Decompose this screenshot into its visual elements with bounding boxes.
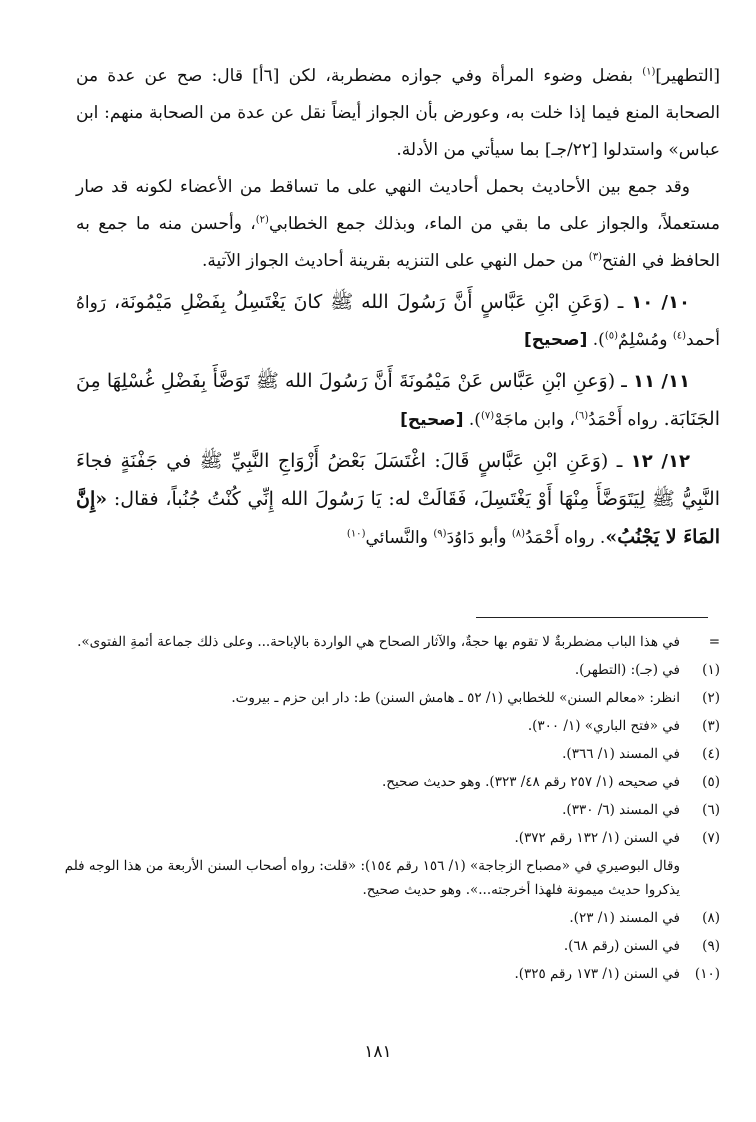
footnote-number: (١) [702, 662, 720, 678]
footnote-text: في السنن (١/ ١٣٢ رقم ٣٧٢). [514, 830, 680, 846]
footnote-item [48, 656, 720, 684]
footnote-text: في صحيحه (١/ ٢٥٧ رقم ٤٨/ ٣٢٣). وهو حديث صحيح. [381, 774, 680, 790]
footnote-number: (١٠) [694, 966, 720, 982]
footnote-ref-9: (٩) [433, 528, 447, 540]
hadith-number: ١١/ ١١ [633, 371, 690, 392]
footnote-number: (٩) [702, 938, 720, 954]
continuation-marker: = [708, 634, 720, 650]
paragraph-2 [76, 169, 720, 280]
footnote-number: (٧) [702, 830, 720, 846]
hadith-ref: رَواهُ أحمد [76, 293, 720, 350]
hadith-number: ١٠/ ١٠ [631, 292, 690, 313]
footnote-item [48, 796, 720, 824]
footnote-number: (٥) [702, 774, 720, 790]
p1-text-b: بفضل وضوء المرأة وفي جوازه مضطربة، لكن [٦أ] قال: صح عن عدة من الصحابة المنع فيما إذا خلت به، وعورض بأن الجواز أيضاً نقل عن عدة من الصحابة منهم: ابن عباس» واستدلوا [٢٢/جـ] بما سيأتي من الأدلة. [76, 66, 720, 160]
hadith-ref: وأبو دَاوُدَ [446, 528, 512, 548]
footnote-number: (٣) [702, 718, 720, 734]
footnote-ref-1: (١) [642, 66, 656, 78]
grade-label: [صحيح] [523, 330, 588, 350]
footnote-ref-5: (٥) [604, 330, 618, 342]
hadith-text: ـ (وَعَنِ ابْنِ عَبَّاسٍ قَالَ: اغْتَسَلَ بَعْضُ أَزْوَاجِ النَّبِيِّ ﷺ في جَفْنَةٍ فجاءَ النَّبِيُّ ﷺ لِيَتَوَضَّأَ مِنْهَا أَوْ يَغْتَسِلَ، فَقَالَتْ له: يَا رَسُولَ الله إِنِّي كُنْتُ جُنُباً، فقال: [76, 450, 720, 510]
hadith-text: ـ (وَعَنِ ابْنِ عَبَّاسٍ أَنَّ رَسُولَ الله ﷺ كانَ يَغْتَسِلُ بِفَضْلِ مَيْمُونَة، [106, 291, 632, 313]
footnote-item [48, 768, 720, 796]
paragraph-1 [76, 58, 720, 169]
hadith-ref: والنَّسائي [365, 528, 434, 548]
footnote-number: (٢) [702, 690, 720, 706]
footnote-item [48, 684, 720, 712]
footnote-number: (٨) [702, 910, 720, 926]
footnote-text: انظر: «معالم السنن» للخطابي (١/ ٥٢ ـ هامش السنن) ط: دار ابن حزم ـ بيروت. [231, 690, 680, 706]
footnote-item [48, 824, 720, 852]
p2-text-a: وقد جمع بين الأحاديث بحمل أحاديث النهي على ما تساقط من الأعضاء لكونه قد صار مستعملاً، والجواز على ما بقي من الماء، وبذلك جمع الخطابي [76, 177, 720, 234]
footnote-text: في السنن (رقم ٦٨). [563, 938, 680, 954]
footnote-extra [48, 854, 720, 902]
footnote-text: في السنن (١/ ١٧٣ رقم ٣٢٥). [514, 966, 680, 982]
footnote-ref-8: (٨) [511, 528, 526, 540]
page-number: ١٨١ [364, 1042, 392, 1062]
footnote-ref-4: (٤) [672, 330, 687, 342]
footnote-item [48, 904, 720, 932]
hadith-ref: ، وابن ماجَهْ [494, 410, 575, 430]
hadith-quote: «إِنَّ المَاءَ لا يَجْنُبُ» [76, 488, 720, 548]
hadith-ref: ). [587, 330, 605, 350]
footnote-text: في هذا الباب مضطربةٌ لا تقوم بها حجةٌ، والآثار الصحاح هي الواردة بالإباحة... وعلى ذلك جماعة أئمةِ الفتوى». [77, 634, 680, 650]
footnotes [48, 628, 720, 988]
footnote-ref-6: (٦) [574, 410, 589, 422]
p2-text-c: من حمل النهي على التنزيه بقرينة أحاديث الجواز الآتية. [202, 251, 589, 271]
hadith-text: ـ (وَعنِ ابْنِ عَبَّاس عَنْ مَيْمُونَةَ أَنَّ رَسُولَ الله ﷺ تَوَضَّأَ بِفَضْلِ غُسْلِهَا مِنَ الجَنَابَة. [76, 370, 720, 430]
footnote-text: في «فتح الباري» (١/ ٣٠٠). [527, 718, 680, 734]
hadith-12 [76, 443, 720, 557]
footnote-ref-7: (٧) [480, 410, 495, 422]
footnote-text: وقال البوصيري في «مصباح الزجاجة» (١/ ١٥٦ رقم ١٥٤): «قلت: رواه أصحاب السنن الأربعة من هذا الوجه فلم يذكروا حديث ميمونة فلهذا أخرجته...». وهو حديث صحيح. [64, 858, 680, 898]
footnote-item [48, 740, 720, 768]
hadith-number: ١٢/ ١٢ [630, 451, 690, 472]
hadith-10 [76, 284, 720, 359]
footnote-ref-3: (٣) [588, 251, 602, 263]
hadith-ref: ). [463, 410, 481, 430]
grade-label: [صحيح] [400, 410, 464, 430]
hadith-11 [76, 363, 720, 439]
footnote-text: في المسند (٦/ ٣٣٠). [562, 802, 680, 818]
hadith-ref: ومُسْلِمٌ [618, 330, 673, 350]
footnote-text: في المسند (١/ ٢٣). [569, 910, 680, 926]
hadith-ref: رواه أَحْمَدُ [588, 410, 658, 430]
footnote-ref-10: (١٠) [346, 528, 366, 540]
footnote-item [48, 712, 720, 740]
footnote-ref-2: (٢) [255, 214, 269, 226]
footnote-item [48, 960, 720, 988]
main-text [76, 58, 720, 557]
footnote-continuation [48, 628, 720, 656]
footnote-divider [476, 617, 708, 618]
p2-text-b: ، وأحسن منه ما جمع به الحافظ في الفتح [76, 214, 720, 271]
footnote-text: في المسند (١/ ٣٦٦). [562, 746, 680, 762]
footnote-text: في (جـ): (التطهر). [574, 662, 680, 678]
footnote-number: (٤) [702, 746, 720, 762]
hadith-ref: . رواه أَحْمَدُ [525, 528, 606, 548]
footnote-item [48, 932, 720, 960]
p1-text-a: [التطهير] [655, 66, 720, 86]
footnote-number: (٦) [702, 802, 720, 818]
